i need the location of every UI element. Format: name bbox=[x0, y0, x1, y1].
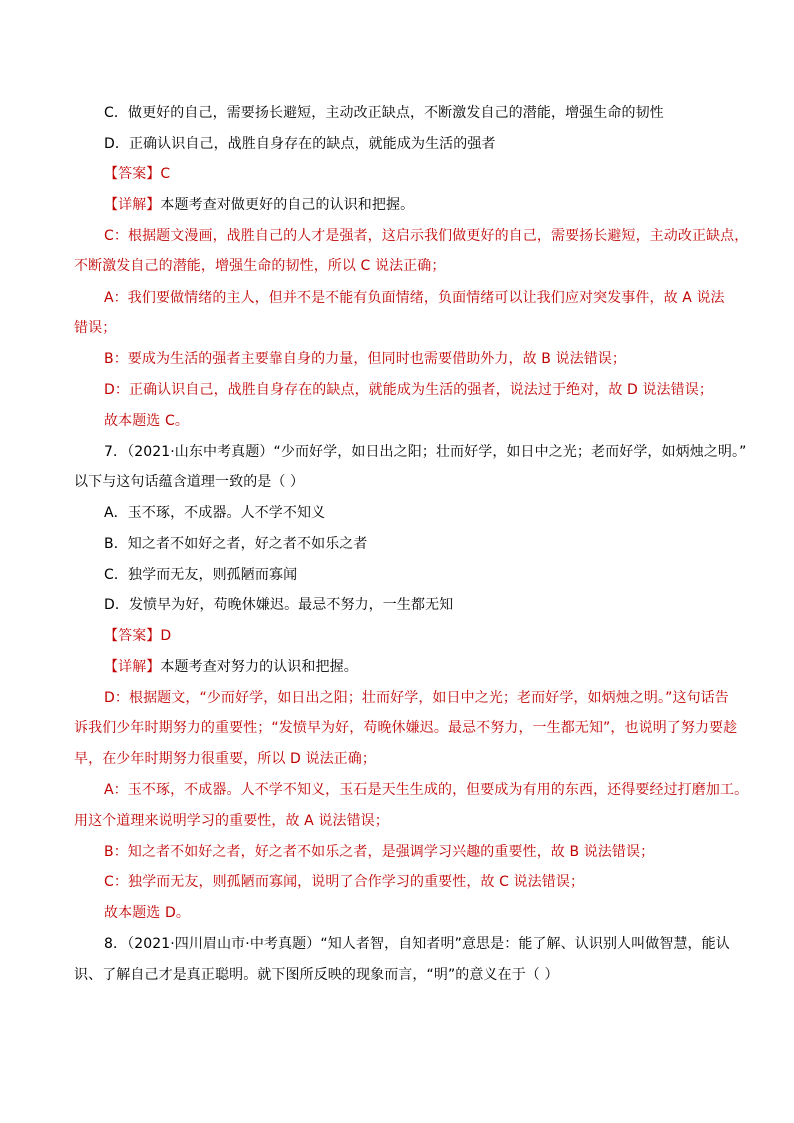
text-line bbox=[104, 134, 496, 154]
text-line bbox=[104, 565, 297, 585]
text-line bbox=[104, 411, 189, 431]
text-line bbox=[74, 749, 376, 769]
line-text: A：我们要做情绪的主人，但并不是不能有负面情绪，负面情绪可以让我们应对突发事件，故 A 说法 bbox=[104, 290, 725, 306]
line-text: C．独学而无友，则孤陋而寡闻 bbox=[104, 567, 298, 583]
section-label: 【答案】 bbox=[104, 166, 161, 182]
text-line bbox=[74, 472, 304, 492]
line-text: 故本题选 D。 bbox=[104, 905, 190, 921]
line-text: B：知之者不如好之者，好之者不如乐之者，是强调学习兴趣的重要性，故 B 说法错误； bbox=[104, 844, 655, 860]
line-text: 早，在少年时期努力很重要，所以 D 说法正确； bbox=[74, 751, 376, 767]
line-text: 本题考查对努力的认识和把握。 bbox=[160, 659, 358, 675]
section-label: 【详解】 bbox=[104, 197, 161, 213]
line-text: 7．（2021·山东中考真题）“少而好学，如日出之阳；壮而好学，如日中之光；老而好学，如炳烛之明。” bbox=[104, 444, 747, 460]
text-line bbox=[74, 256, 445, 276]
line-text: A：玉不琢，不成器。人不学不知义，玉石是天生生成的，但要成为有用的东西，还得要经过打磨加工。 bbox=[104, 782, 749, 798]
text-line bbox=[104, 534, 368, 554]
text-line bbox=[104, 657, 358, 677]
line-text: D：根据题文，“少而好学，如日出之阳；壮而好学，如日中之光；老而好学，如炳烛之明。”这句话告 bbox=[104, 690, 729, 706]
text-line bbox=[104, 288, 725, 308]
text-line bbox=[104, 780, 748, 800]
text-line bbox=[104, 688, 729, 708]
text-line bbox=[104, 442, 747, 462]
text-line bbox=[104, 872, 584, 892]
text-line bbox=[104, 103, 664, 123]
line-text: D．发愤早为好，苟晚休嫌迟。最忌不努力，一生都无知 bbox=[104, 597, 454, 613]
text-line bbox=[104, 195, 414, 215]
text-line bbox=[74, 718, 737, 738]
line-text: C．做更好的自己，需要扬长避短，主动改正缺点，不断激发自己的潜能，增强生命的韧性 bbox=[104, 105, 664, 121]
line-text: D．正确认识自己，战胜自身存在的缺点，就能成为生活的强者 bbox=[104, 136, 496, 152]
line-text: B．知之者不如好之者，好之者不如乐之者 bbox=[104, 536, 368, 552]
text-line bbox=[104, 226, 748, 246]
line-text: 本题考查对做更好的自己的认识和把握。 bbox=[160, 197, 415, 213]
text-line bbox=[74, 811, 389, 831]
line-text: 8．（2021·四川眉山市·中考真题）“知人者智，自知者明”意思是：能了解、认识别人叫做智慧，能认 bbox=[104, 936, 730, 952]
text-line bbox=[104, 503, 325, 523]
line-text: 以下与这句话蕴含道理一致的是（ ） bbox=[74, 474, 305, 490]
line-text: C bbox=[160, 166, 171, 182]
line-text: B：要成为生活的强者主要靠自身的力量，但同时也需要借助外力，故 B 说法错误； bbox=[104, 351, 627, 367]
line-text: 用这个道理来说明学习的重要性，故 A 说法错误； bbox=[74, 813, 389, 829]
text-line bbox=[104, 903, 190, 923]
text-line bbox=[104, 626, 171, 646]
text-line bbox=[104, 842, 654, 862]
line-text: 错误； bbox=[74, 320, 117, 336]
line-text: C：根据题文漫画，战胜自己的人才是强者，这启示我们做更好的自己，需要扬长避短，主动改正缺点， bbox=[104, 228, 749, 244]
text-line bbox=[104, 380, 713, 400]
line-text: 诉我们少年时期努力的重要性；“发愤早为好，苟晚休嫌迟。最忌不努力，一生都无知”，也说明了努力要趁 bbox=[74, 720, 738, 736]
text-line bbox=[104, 349, 626, 369]
line-text: C：独学而无友，则孤陋而寡闻，说明了合作学习的重要性，故 C 说法错误； bbox=[104, 874, 585, 890]
line-text: 不断激发自己的潜能，增强生命的韧性，所以 C 说法正确； bbox=[74, 258, 446, 274]
line-text: A．玉不琢，不成器。人不学不知义 bbox=[104, 505, 326, 521]
text-line bbox=[104, 164, 170, 184]
section-label: 【答案】 bbox=[104, 628, 161, 644]
text-line bbox=[104, 934, 730, 954]
text-line bbox=[74, 318, 116, 338]
text-line bbox=[74, 965, 559, 985]
section-label: 【详解】 bbox=[104, 659, 161, 675]
text-line bbox=[104, 595, 453, 615]
line-text: D bbox=[160, 628, 172, 644]
line-text: D：正确认识自己，战胜自身存在的缺点，就能成为生活的强者，说法过于绝对，故 D 说法错误； bbox=[104, 382, 713, 398]
line-text: 故本题选 C。 bbox=[104, 413, 189, 429]
line-text: 识、了解自己才是真正聪明。就下图所反映的现象而言，“明”的意义在于（ ） bbox=[74, 967, 559, 983]
